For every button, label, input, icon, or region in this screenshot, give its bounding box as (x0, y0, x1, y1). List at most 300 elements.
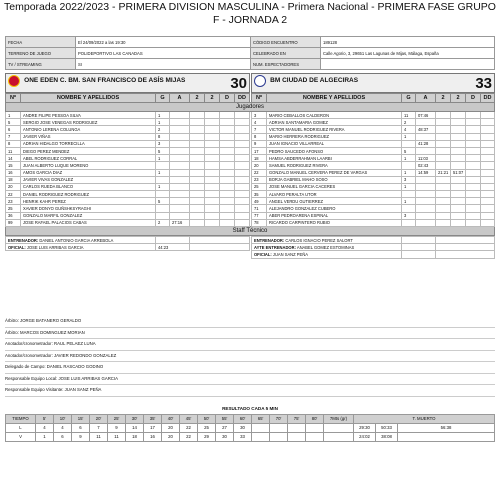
away-player-m2 (451, 176, 466, 183)
home-player-a (170, 205, 190, 212)
home-player-m2 (205, 133, 220, 140)
home-staff-value: 44:23 (156, 244, 190, 251)
home-player-name: SERGIO JOSE VENEGAS RODRIGUEZ (21, 119, 156, 126)
home-team-name: ONE EDEN C. BM. SAN FRANCISCO DE ASÍS MIJAS (24, 76, 186, 84)
away-player-name: HAMSA ABDERRAHMAN LAARBI (267, 155, 402, 162)
away-staff-name: ANABEL GOMEZ ESTOMINAS (296, 244, 355, 250)
score-grid-header: TIEMPO (6, 414, 36, 423)
home-player-a (170, 155, 190, 162)
home-col-a: A (170, 94, 190, 103)
home-player-g: 5 (156, 147, 170, 154)
score-grid-value: 17 (144, 423, 162, 432)
away-team-logo-icon (254, 75, 266, 87)
away-player-m2 (451, 198, 466, 205)
away-player-dd (481, 219, 495, 226)
home-player-dd (235, 112, 250, 119)
espectadores-label: NUM. ESPECTADORES (251, 59, 321, 70)
away-player-name: JOSE MANUEL GARCIA CACERES (267, 183, 402, 190)
home-player-m2 (205, 191, 220, 198)
score-grid-header: 75' (288, 414, 306, 423)
away-player-g (402, 219, 416, 226)
away-player-g: 1 (402, 155, 416, 162)
away-player-n: 49 (252, 198, 267, 205)
away-player-n: 4 (252, 119, 267, 126)
home-staff-role: ENTRENADOR: (8, 237, 39, 243)
home-player-a (170, 198, 190, 205)
score-grid-header: 15' (72, 414, 90, 423)
away-player-d (466, 198, 481, 205)
score-grid-team: L (6, 423, 36, 432)
home-player-d (220, 191, 235, 198)
away-player-dd (481, 205, 495, 212)
home-player-name: DANIEL RODRIGUEZ RODRIGUEZ (21, 191, 156, 198)
away-staff-value (402, 251, 436, 258)
result-title: RESULTADO CADA 5 MIN (222, 405, 278, 411)
away-team-name: BM CIUDAD DE ALGECIRAS (270, 76, 359, 84)
away-player-name: ALEJANDRO GONZALEZ CUBERO (267, 205, 402, 212)
away-player-d (466, 176, 481, 183)
home-player-d (220, 133, 235, 140)
home-player-dd (235, 147, 250, 154)
away-player-dd (481, 133, 495, 140)
codigo-value: 189128 (321, 37, 495, 48)
home-player-a (170, 119, 190, 126)
away-player-d (466, 169, 481, 176)
home-player-g (156, 205, 170, 212)
fecha-value: El 24/09/2022 a las 19:30 (76, 37, 251, 48)
official-line: Árbitro: JORGE BATANERO GERALDO (5, 316, 495, 328)
home-player-n: 16 (6, 169, 21, 176)
official-line: Delegado de Campo: DANIEL RASCADO GODINO (5, 362, 495, 374)
score-grid-value: 1 (36, 432, 54, 441)
away-player-g (402, 162, 416, 169)
away-player-d (466, 119, 481, 126)
home-player-m2 (205, 112, 220, 119)
home-player-g: 2 (156, 219, 170, 226)
score-grid-header: 65' (252, 414, 270, 423)
away-col-2: 2 (436, 94, 451, 103)
away-player-d (466, 191, 481, 198)
home-player-name: JUAN ALBERTO LUQUE MORENO (21, 162, 156, 169)
home-staff-member (6, 251, 156, 258)
home-player-a (170, 147, 190, 154)
home-player-a (170, 162, 190, 169)
fecha-label: FECHA (6, 37, 76, 48)
home-player-name: ANDRE FILIPE PESSOA SILVA (21, 112, 156, 119)
away-player-g: 4 (402, 126, 416, 133)
official-line: Anotador/cronometrador: JAVIER REDONDO GONZALEZ (5, 351, 495, 363)
home-player-g: 8 (156, 133, 170, 140)
away-col-2b: 2 (451, 94, 466, 103)
away-player-name: ALVARO PERALTA UTOR (267, 191, 402, 198)
home-player-name: ANTONIO LERENA COLUNGA (21, 126, 156, 133)
away-player-d (466, 155, 481, 162)
home-player-d (220, 183, 235, 190)
away-player-name: MARIO HERRERA RODRIGUEZ (267, 133, 402, 140)
timeout-value: 50:33 (376, 423, 398, 432)
staff-rows (6, 237, 495, 259)
away-player-g: 5 (402, 147, 416, 154)
away-player-name: ABER PEDROARENA ESPINAL (267, 212, 402, 219)
away-player-d (466, 140, 481, 147)
home-player-m (190, 191, 205, 198)
home-player-d (220, 205, 235, 212)
home-player-d (220, 147, 235, 154)
score-grid-header: 40' (162, 414, 180, 423)
staff-table (5, 236, 495, 259)
score-grid-header: 55' (216, 414, 234, 423)
away-player-d (466, 219, 481, 226)
player-row (6, 133, 495, 140)
score-grid-value (270, 423, 288, 432)
tv-label: TV / STREAMING (6, 59, 76, 70)
away-staff-role: OFICIAL: (254, 251, 272, 257)
away-player-m2 (451, 183, 466, 190)
home-player-m (190, 140, 205, 147)
away-player-dd (481, 169, 495, 176)
away-staff-role: AYTE ENTRENADOR: (254, 244, 296, 250)
score-grid-value: 33 (234, 432, 252, 441)
score-grid-value: 29 (198, 432, 216, 441)
away-player-dd (481, 119, 495, 126)
home-player-n: 20 (6, 183, 21, 190)
away-player-a (416, 191, 436, 198)
score-grid-header: 20' (90, 414, 108, 423)
match-info-table (5, 36, 495, 70)
score-grid-value: 25 (198, 423, 216, 432)
timeout-value: 29:30 (354, 423, 376, 432)
player-row (6, 155, 495, 162)
score-grid-value: 20 (162, 432, 180, 441)
away-player-m2 (451, 162, 466, 169)
official-line: Anotador/cronometrador: RAUL PELAEZ LUNA (5, 339, 495, 351)
home-staff-role: OFICIAL: (8, 244, 26, 250)
home-player-a (170, 212, 190, 219)
home-player-n: 15 (6, 162, 21, 169)
home-player-m (190, 198, 205, 205)
home-player-g: 1 (156, 183, 170, 190)
home-col-2: 2 (190, 94, 205, 103)
away-player-a (416, 219, 436, 226)
home-player-m2 (205, 147, 220, 154)
player-row (6, 169, 495, 176)
away-player-n: 8 (252, 133, 267, 140)
staff-row (6, 251, 495, 258)
teams-header (5, 73, 495, 93)
home-player-name: CARLOS RUEDA BLANCO (21, 183, 156, 190)
away-staff-member (252, 251, 402, 258)
players-table (5, 93, 495, 236)
score-grid-value: 4 (54, 423, 72, 432)
away-player-dd (481, 112, 495, 119)
home-player-dd (235, 212, 250, 219)
home-player-a (170, 126, 190, 133)
away-player-m2 (451, 133, 466, 140)
score-grid (5, 414, 495, 442)
away-player-a (416, 198, 436, 205)
away-col-name: NOMBRE Y APELLIDOS (267, 94, 402, 103)
home-player-m2 (205, 126, 220, 133)
score-grid-value: 4 (36, 423, 54, 432)
away-player-name: MARIO CEBALLOS CALDERON (267, 112, 402, 119)
home-player-m2 (205, 119, 220, 126)
home-col-num: Nº (6, 94, 21, 103)
home-player-g (156, 212, 170, 219)
official-line: Árbitro: MARCOS DOMINGUEZ MORIAN (5, 328, 495, 340)
score-grid-value (252, 423, 270, 432)
away-player-d (466, 162, 481, 169)
score-grid-value (288, 423, 306, 432)
away-player-n: 18 (252, 155, 267, 162)
home-player-g: 1 (156, 169, 170, 176)
home-player-m (190, 205, 205, 212)
away-player-name: ADRIAN SANTAMARIA GOMEZ (267, 119, 402, 126)
away-player-m2 (451, 219, 466, 226)
score-grid-value (270, 432, 288, 441)
home-player-n: 23 (6, 198, 21, 205)
away-player-m (436, 147, 451, 154)
home-player-dd (235, 219, 250, 226)
referees-list (5, 316, 495, 397)
home-player-dd (235, 183, 250, 190)
away-staff-name: JUAN SANZ PEÑA (272, 251, 308, 257)
home-player-g: 1 (156, 112, 170, 119)
away-player-n: 17 (252, 147, 267, 154)
away-player-a (416, 205, 436, 212)
home-player-m (190, 155, 205, 162)
celebrado-label: CELEBRADO EN (251, 48, 321, 59)
home-player-m (190, 176, 205, 183)
home-col-name: NOMBRE Y APELLIDOS (21, 94, 156, 103)
away-player-g (402, 140, 416, 147)
score-grid-value (324, 423, 354, 432)
away-player-m (436, 212, 451, 219)
home-player-d (220, 162, 235, 169)
home-player-m2 (205, 219, 220, 226)
away-player-dd (481, 198, 495, 205)
away-player-dd (481, 191, 495, 198)
staff-row (6, 244, 495, 251)
away-player-g: 1 (402, 133, 416, 140)
away-player-g (402, 191, 416, 198)
away-player-m2 (451, 212, 466, 219)
away-player-d (466, 112, 481, 119)
away-player-a (416, 176, 436, 183)
away-player-dd (481, 212, 495, 219)
away-col-dd: DD (481, 94, 495, 103)
home-player-dd (235, 169, 250, 176)
home-player-a (170, 176, 190, 183)
away-player-n: 9 (252, 140, 267, 147)
home-player-m (190, 133, 205, 140)
home-player-a (170, 169, 190, 176)
score-grid-value: 22 (180, 423, 198, 432)
home-player-g: 3 (156, 140, 170, 147)
score-grid-header: 10' (54, 414, 72, 423)
away-player-d (466, 183, 481, 190)
home-player-dd (235, 126, 250, 133)
away-player-m2 (451, 140, 466, 147)
score-grid-value: 11 (90, 432, 108, 441)
away-player-g: 1 (402, 183, 416, 190)
score-grid-header: 60' (234, 414, 252, 423)
home-player-a (170, 191, 190, 198)
away-player-n: 77 (252, 212, 267, 219)
score-grid-team: V (6, 432, 36, 441)
away-player-name: SAMUEL RODRIGUEZ RIVERA (267, 162, 402, 169)
player-row (6, 147, 495, 154)
home-staff-member (6, 244, 156, 251)
score-grid-value: 18 (126, 432, 144, 441)
terreno-label: TERRENO DE JUEGO (6, 48, 76, 59)
score-grid-value: 27 (216, 423, 234, 432)
away-player-g: 1 (402, 169, 416, 176)
home-player-dd (235, 140, 250, 147)
away-player-m (436, 191, 451, 198)
player-row (6, 162, 495, 169)
home-col-g: G (156, 94, 170, 103)
home-player-d (220, 212, 235, 219)
away-staff-member (252, 237, 402, 244)
score-grid-value: 14 (126, 423, 144, 432)
away-player-m (436, 133, 451, 140)
away-player-d (466, 126, 481, 133)
home-player-name: DIEGO PEREZ MENDEZ (21, 147, 156, 154)
away-player-n: 71 (252, 205, 267, 212)
home-player-dd (235, 198, 250, 205)
player-row (6, 191, 495, 198)
away-player-name: RICARDO CARPINTERO RUBIO (267, 219, 402, 226)
home-player-n: 5 (6, 119, 21, 126)
home-player-d (220, 119, 235, 126)
home-player-d (220, 198, 235, 205)
home-player-g (156, 191, 170, 198)
home-player-g: 1 (156, 119, 170, 126)
away-player-a: 48:37 (416, 126, 436, 133)
away-player-m (436, 162, 451, 169)
away-player-a: 14:59 (416, 169, 436, 176)
away-player-g: 2 (402, 119, 416, 126)
home-col-dd: DD (235, 94, 250, 103)
home-player-n: 36 (6, 212, 21, 219)
score-grid-value: 6 (72, 423, 90, 432)
score-grid-value (306, 423, 324, 432)
home-player-d (220, 176, 235, 183)
home-player-a (170, 133, 190, 140)
home-player-name: ABEL RODRIGUEZ CORRAL (21, 155, 156, 162)
home-player-n: 14 (6, 155, 21, 162)
away-player-name: PEDRO SAUCEDO AFONSO (267, 147, 402, 154)
score-grid-header: T. MUERTO (354, 414, 495, 423)
home-player-name: JAVIER VIÑAS (21, 133, 156, 140)
home-staff-name: DANIEL ANTONIO GARCIA ARREBOLA (39, 237, 114, 243)
away-staff-name: CARLOS IGNACIO PEREZ SALORT (285, 237, 353, 243)
home-staff-value (156, 237, 190, 244)
timeout-value: 56:38 (398, 423, 495, 432)
away-player-dd (481, 147, 495, 154)
away-player-n: 78 (252, 219, 267, 226)
score-grid-header: 35' (144, 414, 162, 423)
away-player-m (436, 126, 451, 133)
away-player-a (416, 147, 436, 154)
tv-value: SI (76, 59, 251, 70)
home-team-score: 30 (230, 74, 247, 92)
official-line: Responsable Equipo Local: JOSE LUIS ARRIBAS GARCIA (5, 374, 495, 386)
home-col-2b: 2 (205, 94, 220, 103)
away-col-g: G (402, 94, 416, 103)
away-player-g: 1 (402, 198, 416, 205)
home-player-m (190, 126, 205, 133)
away-player-a: 02:43 (416, 162, 436, 169)
away-player-n: 25 (252, 183, 267, 190)
home-player-g: 1 (156, 155, 170, 162)
timeout-value: 38:08 (376, 432, 398, 441)
score-grid-value: 30 (216, 432, 234, 441)
away-player-m2 (451, 147, 466, 154)
home-staff-value (156, 251, 190, 258)
away-player-a: 07:46 (416, 112, 436, 119)
score-grid-header: 70' (270, 414, 288, 423)
away-player-g: 3 (402, 176, 416, 183)
away-player-name: BORJA GABRIEL MAHO SOSO (267, 176, 402, 183)
player-row (6, 140, 495, 147)
away-player-name: JUAN IGNACIO VILLARREAL (267, 140, 402, 147)
score-grid-header: 7Mts (gr) (324, 414, 354, 423)
player-row (6, 219, 495, 226)
away-player-m (436, 198, 451, 205)
home-staff-name: JOSE LUIS ARRIBAS GARCIA (26, 244, 84, 250)
home-player-g: 5 (156, 198, 170, 205)
home-player-d (220, 112, 235, 119)
home-player-n: 99 (6, 219, 21, 226)
away-player-d (466, 205, 481, 212)
away-player-m (436, 119, 451, 126)
home-player-d (220, 140, 235, 147)
away-player-m2: 51:07 (451, 169, 466, 176)
away-player-m (436, 140, 451, 147)
away-player-a: 11:03 (416, 155, 436, 162)
player-rows (6, 112, 495, 227)
home-player-a (170, 140, 190, 147)
timeout-value: 24:02 (354, 432, 376, 441)
away-player-g: 11 (402, 112, 416, 119)
home-team-logo-icon (8, 75, 20, 87)
away-player-dd (481, 176, 495, 183)
home-player-m (190, 212, 205, 219)
away-player-n: 22 (252, 169, 267, 176)
home-team (6, 74, 250, 93)
home-player-n: 22 (6, 191, 21, 198)
away-player-name: VICTOR MANUEL RODRIGUEZ RIVERA (267, 126, 402, 133)
score-grid-value: 9 (72, 432, 90, 441)
player-row (6, 198, 495, 205)
away-player-m (436, 183, 451, 190)
home-player-n: 25 (6, 205, 21, 212)
away-player-d (466, 147, 481, 154)
away-player-n: 7 (252, 126, 267, 133)
celebrado-value: Calle Agorio, 3, 29651 Las Lagunas de Mijas, Málaga, España (321, 48, 495, 59)
home-player-n: 1 (6, 112, 21, 119)
score-grid-value: 9 (108, 423, 126, 432)
home-player-m2 (205, 212, 220, 219)
player-row (6, 119, 495, 126)
match-title: Temporada 2022/2023 - PRIMERA DIVISION MASCULINA - Primera Nacional - PRIMERA FASE GRUPO F - JORNADA 2 (4, 1, 496, 26)
home-player-m2 (205, 155, 220, 162)
away-staff-member (252, 244, 402, 251)
score-grid-value: 7 (90, 423, 108, 432)
away-staff-value (402, 244, 436, 251)
home-player-g (156, 176, 170, 183)
